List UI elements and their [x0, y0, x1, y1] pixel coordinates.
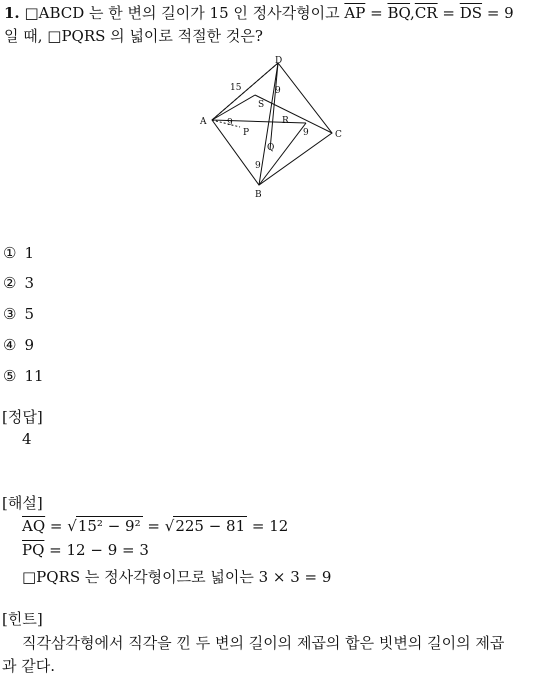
- choice-mark: ⑤: [3, 367, 17, 385]
- sqrt-expr-1: 15² − 9²: [77, 517, 141, 535]
- comma: ,: [410, 4, 415, 22]
- line-a-s: [212, 95, 255, 120]
- equals: =: [49, 517, 63, 535]
- answer-value: 4: [22, 430, 32, 448]
- label-s: S: [258, 100, 265, 110]
- segment-aq: $\overline{AQ}$: [22, 517, 46, 535]
- square-figure: [195, 55, 345, 200]
- label-q: Q: [267, 143, 275, 153]
- problem-line-2: 일 때, □PQRS 의 넓이로 적절한 것은?: [4, 27, 263, 45]
- label-a: A: [200, 117, 207, 127]
- answer-heading: [정답]: [2, 408, 43, 426]
- choice-value: 1: [24, 244, 34, 262]
- choice-value: 5: [24, 305, 34, 323]
- label-cr-9: 9: [303, 128, 309, 138]
- label-ap-9: 9: [227, 118, 233, 128]
- choice-value: 11: [24, 367, 44, 385]
- result: = 12: [251, 517, 289, 535]
- segment-ds: $\overline{DS}$: [459, 4, 483, 22]
- equals-1: =: [370, 4, 383, 22]
- choice-1[interactable]: [3, 244, 34, 262]
- choice-5[interactable]: [3, 367, 44, 385]
- label-ds-9: 9: [275, 86, 281, 96]
- label-b: B: [255, 190, 262, 200]
- segment-bq: $\overline{BQ}$: [387, 4, 411, 22]
- solution-line-1: [22, 516, 288, 535]
- choice-4[interactable]: [3, 336, 34, 354]
- solution-line-3: □PQRS 는 정사각형이므로 넓이는 3 × 3 = 9: [22, 568, 332, 586]
- solution-heading: [해설]: [2, 494, 43, 512]
- solution-line-2-rest: = 12 − 9 = 3: [49, 541, 149, 559]
- choice-mark: ①: [3, 244, 17, 262]
- problem-line-1: [4, 2, 514, 23]
- choice-mark: ③: [3, 305, 17, 323]
- segment-ap: $\overline{AP}$: [344, 4, 366, 22]
- choice-mark: ②: [3, 274, 17, 292]
- equals-2: =: [442, 4, 455, 22]
- sqrt-expr-2: 225 − 81: [175, 517, 246, 535]
- line-b-r: [259, 123, 306, 185]
- hint-line-2: 과 같다.: [2, 657, 56, 675]
- hint-heading: [힌트]: [2, 610, 43, 628]
- label-r: R: [282, 116, 289, 126]
- sqrt-icon: √: [164, 517, 175, 535]
- label-d: D: [275, 56, 283, 66]
- equals: =: [147, 517, 160, 535]
- choice-value: 3: [24, 274, 34, 292]
- problem-number: 1.: [4, 4, 20, 22]
- choice-3[interactable]: [3, 305, 34, 323]
- label-c: C: [335, 130, 342, 140]
- label-p: P: [243, 128, 250, 138]
- hint-line-1: 직각삼각형에서 직각을 낀 두 변의 길이의 제곱의 합은 빗변의 길이의 제곱: [22, 634, 505, 652]
- line-c-s: [255, 95, 332, 133]
- segment-cr: $\overline{CR}$: [414, 4, 438, 22]
- sqrt-icon: √: [67, 517, 77, 535]
- problem-text-1: □ABCD 는 한 변의 길이가 15 인 정사각형이고: [24, 4, 340, 22]
- label-15: 15: [230, 83, 242, 93]
- label-bq-9: 9: [255, 161, 261, 171]
- choice-2[interactable]: [3, 274, 34, 292]
- segment-pq: $\overline{PQ}$: [22, 541, 45, 559]
- choice-mark: ④: [3, 336, 17, 354]
- choice-value: 9: [24, 336, 34, 354]
- equals-3: = 9: [486, 4, 514, 22]
- line-b-p: [259, 63, 278, 185]
- solution-line-2: [22, 541, 149, 559]
